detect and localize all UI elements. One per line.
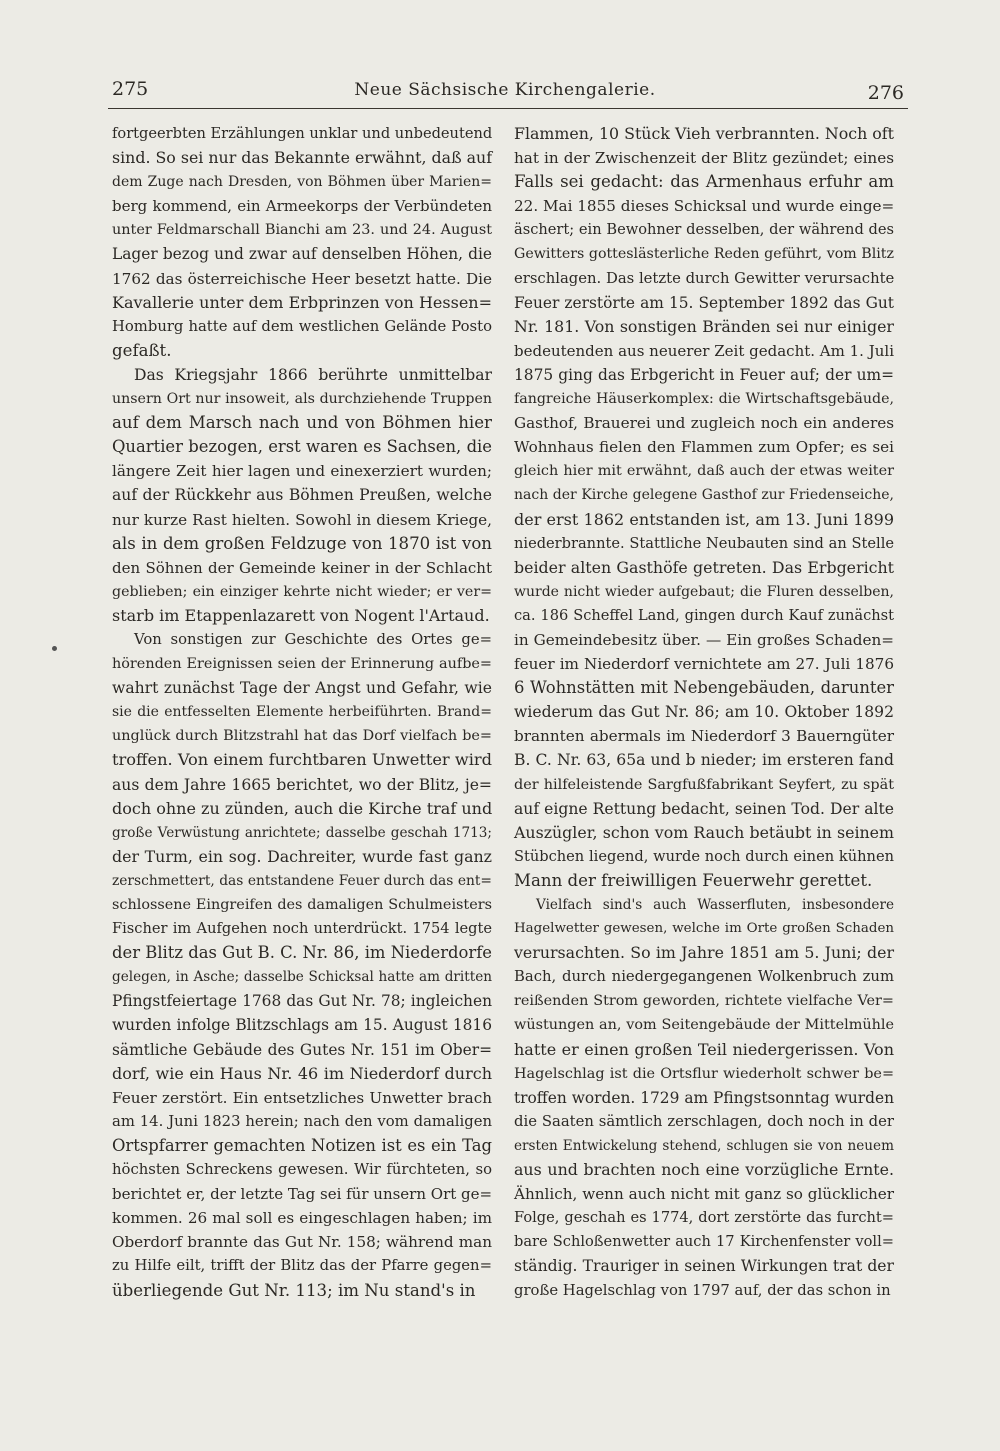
text-line: hat in der Zwischenzeit der Blitz gezündet; eines xyxy=(514,149,894,168)
text-line: verursachten. So im Jahre 1851 am 5. Juni; der xyxy=(514,943,894,963)
text-line: ca. 186 Scheffel Land, gingen durch Kauf zunächst xyxy=(514,606,894,624)
margin-mark xyxy=(52,646,57,651)
text-line: unsern Ort nur insoweit, als durchziehende Truppen xyxy=(112,391,492,408)
text-line: aus und brachten noch eine vorzügliche Ernte. xyxy=(514,1160,894,1180)
text-line: Ortspfarrer gemachten Notizen ist es ein Tag xyxy=(112,1135,492,1155)
text-line: wiederum das Gut Nr. 86; am 10. Oktober 1892 xyxy=(514,703,894,722)
text-line: zu Hilfe eilt, trifft der Blitz das der Pfarre gegen= xyxy=(112,1257,492,1275)
text-line: Feuer zerstörte am 15. September 1892 das Gut xyxy=(514,293,894,312)
text-line: Oberdorf brannte das Gut Nr. 158; während man xyxy=(112,1233,492,1252)
text-line: überliegende Gut Nr. 113; im Nu stand's in xyxy=(112,1280,476,1300)
text-line: bare Schloßenwetter auch 17 Kirchenfenster voll= xyxy=(514,1233,894,1251)
text-line: am 14. Juni 1823 herein; nach den vom damaligen xyxy=(112,1112,492,1130)
text-line: große Hagelschlag von 1797 auf, der das schon in xyxy=(514,1281,891,1299)
text-line: ersten Entwickelung stehend, schlugen sie von neuem xyxy=(514,1137,894,1154)
text-line: der hilfeleistende Sargfußfabrikant Seyfert, zu spät xyxy=(514,776,894,793)
text-line: Folge, geschah es 1774, dort zerstörte das furcht= xyxy=(514,1209,894,1227)
text-line: berg kommend, ein Armeekorps der Verbündeten xyxy=(112,197,492,216)
text-line: Quartier bezogen, erst waren es Sachsen, die xyxy=(112,437,492,457)
right-column xyxy=(514,122,894,1303)
text-line: reißenden Strom geworden, richtete vielfache Ver= xyxy=(514,993,894,1010)
text-line: beider alten Gasthöfe getreten. Das Erbgericht xyxy=(514,557,894,577)
text-line: Stübchen liegend, wurde noch durch einen kühnen xyxy=(514,847,894,865)
text-line: troffen. Von einem furchtbaren Unwetter wird xyxy=(112,750,492,770)
text-line: Von sonstigen zur Geschichte des Ortes ge= xyxy=(134,630,492,648)
text-line: auf der Rückkehr aus Böhmen Preußen, welche xyxy=(112,486,492,505)
header-rule xyxy=(108,108,908,109)
text-line: unter Feldmarschall Bianchi am 23. und 24. August xyxy=(112,222,492,239)
text-line: dem Zuge nach Dresden, von Böhmen über Marien= xyxy=(112,174,492,191)
text-line: Wohnhaus fielen den Flammen zum Opfer; es sei xyxy=(514,438,894,457)
text-line: Ähnlich, wenn auch nicht mit ganz so glücklicher xyxy=(514,1185,895,1204)
text-line: ständig. Trauriger in seinen Wirkungen trat der xyxy=(514,1257,894,1276)
text-line: bedeutenden aus neuerer Zeit gedacht. Am 1. Juli xyxy=(514,341,894,360)
text-line: große Verwüstung anrichtete; dasselbe geschah 1713; xyxy=(112,824,492,841)
text-line: hörenden Ereignissen seien der Erinnerung aufbe= xyxy=(112,656,492,673)
text-line: Hagelwetter gewesen, welche im Orte großen Schaden xyxy=(514,921,894,937)
text-line: Vielfach sind's auch Wasserfluten, insbesondere xyxy=(536,897,894,913)
text-line: kommen. 26 mal soll es eingeschlagen haben; im xyxy=(112,1209,492,1228)
text-line: den Söhnen der Gemeinde keiner in der Schlacht xyxy=(112,558,492,577)
text-line: Nr. 181. Von sonstigen Bränden sei nur einiger xyxy=(514,316,894,336)
text-line: troffen worden. 1729 am Pfingstsonntag wurden xyxy=(514,1088,894,1107)
page-header xyxy=(100,78,910,108)
text-line: der Blitz das Gut B. C. Nr. 86, im Niederdorfe xyxy=(112,943,492,963)
text-line: unglück durch Blitzstrahl hat das Dorf vielfach be= xyxy=(112,728,492,745)
text-line: doch ohne zu zünden, auch die Kirche traf und xyxy=(112,798,493,818)
text-line: äschert; ein Bewohner desselben, der während des xyxy=(514,221,894,239)
text-line: auf eigne Rettung bedacht, seinen Tod. Der alte xyxy=(514,799,894,818)
text-line: sämtliche Gebäude des Gutes Nr. 151 im Ober= xyxy=(112,1040,492,1059)
text-line: feuer im Niederdorf vernichtete am 27. Juli 1876 xyxy=(514,655,894,674)
text-line: gleich hier mit erwähnt, daß auch der etwas weiter xyxy=(514,463,894,480)
text-line: Kavallerie unter dem Erbprinzen von Hessen= xyxy=(112,292,492,312)
text-line: Gewitters gotteslästerliche Reden geführt, vom Blitz xyxy=(514,246,894,263)
text-line: Fischer im Aufgehen noch unterdrückt. 1754 legte xyxy=(112,920,492,938)
text-line: dorf, wie ein Haus Nr. 46 im Niederdorf durch xyxy=(112,1063,492,1083)
text-line: Lager bezog und zwar auf denselben Höhen, die xyxy=(112,245,492,264)
text-line: wurde nicht wieder aufgebaut; die Fluren desselben, xyxy=(514,583,894,600)
text-line: Das Kriegsjahr 1866 berührte unmittelbar xyxy=(134,365,492,384)
text-line: zerschmettert, das entstandene Feuer durch das ent= xyxy=(112,872,492,889)
text-line: als in dem großen Feldzuge von 1870 ist von xyxy=(112,533,492,553)
text-line: B. C. Nr. 63, 65a und b nieder; im ersteren fand xyxy=(514,751,894,770)
text-line: fangreiche Häuserkomplex: die Wirtschaftsgebäude, xyxy=(514,391,894,408)
text-line: gelegen, in Asche; dasselbe Schicksal hatte am dritten xyxy=(112,969,492,986)
text-line: schlossene Eingreifen des damaligen Schulmeisters xyxy=(112,897,492,913)
text-line: gefaßt. xyxy=(112,340,172,360)
text-line: Bach, durch niedergegangenen Wolkenbruch zum xyxy=(514,968,894,986)
text-line: auf dem Marsch nach und von Böhmen hier xyxy=(112,413,492,433)
text-line: geblieben; ein einziger kehrte nicht wieder; er ver= xyxy=(112,583,492,600)
text-line: hatte er einen großen Teil niedergerissen. Von xyxy=(514,1039,894,1059)
text-line: wüstungen an, vom Seitengebäude der Mittelmühle xyxy=(514,1017,894,1034)
text-line: Hagelschlag ist die Ortsflur wiederholt schwer be= xyxy=(514,1065,894,1082)
text-line: Mann der freiwilligen Feuerwehr gerettet. xyxy=(514,870,873,890)
text-line: höchsten Schreckens gewesen. Wir fürchteten, so xyxy=(112,1161,492,1179)
text-line: nach der Kirche gelegene Gasthof zur Friedenseiche, xyxy=(514,487,894,504)
text-line: brannten abermals im Niederdorf 3 Bauerngüter xyxy=(514,727,894,746)
text-line: der Turm, ein sog. Dachreiter, wurde fast ganz xyxy=(112,846,492,866)
text-line: erschlagen. Das letzte durch Gewitter verursachte xyxy=(514,269,895,287)
text-line: wahrt zunächst Tage der Angst und Gefahr, wie xyxy=(112,679,492,698)
text-line: Feuer zerstört. Ein entsetzliches Unwetter brach xyxy=(112,1088,492,1107)
text-line: berichtet er, der letzte Tag sei für unsern Ort ge= xyxy=(112,1185,493,1204)
text-line: fortgeerbten Erzählungen unklar und unbedeutend xyxy=(112,125,493,142)
text-line: 1762 das österreichische Heer besetzt hatte. Die xyxy=(112,269,492,288)
text-line: Homburg hatte auf dem westlichen Gelände Posto xyxy=(112,317,492,335)
text-line: 1875 ging das Erbgericht in Feuer auf; der um= xyxy=(514,365,894,384)
text-line: wurden infolge Blitzschlags am 15. August 1816 xyxy=(112,1016,492,1035)
text-line: längere Zeit hier lagen und einexerziert wurden; xyxy=(112,462,492,481)
text-line: aus dem Jahre 1665 berichtet, wo der Blitz, je= xyxy=(112,775,492,794)
text-line: starb im Etappenlazarett von Nogent l'Artaud. xyxy=(112,605,490,625)
text-line: in Gemeindebesitz über. — Ein großes Schaden= xyxy=(514,630,894,649)
text-line: die Saaten sämtlich zerschlagen, doch noch in der xyxy=(514,1112,894,1130)
text-line: Pfingstfeiertage 1768 das Gut Nr. 78; ingleichen xyxy=(112,992,492,1011)
text-line: der erst 1862 entstanden ist, am 13. Juni 1899 xyxy=(514,509,894,529)
text-line: Falls sei gedacht: das Armenhaus erfuhr am xyxy=(514,172,894,192)
text-line: niederbrannte. Stattliche Neubauten sind an Stelle xyxy=(514,534,894,552)
text-line: 6 Wohnstätten mit Nebengebäuden, darunter xyxy=(514,678,894,698)
page-number-left: 275 xyxy=(112,78,149,100)
text-line: Flammen, 10 Stück Vieh verbrannten. Noch oft xyxy=(514,124,894,143)
text-line: Auszügler, schon vom Rauch betäubt in seinem xyxy=(514,822,894,842)
page-number-right: 276 xyxy=(867,82,904,104)
text-line: nur kurze Rast hielten. Sowohl in diesem Kriege, xyxy=(112,510,492,529)
text-line: Gasthof, Brauerei und zugleich noch ein anderes xyxy=(514,414,894,433)
left-column xyxy=(112,122,492,1303)
text-line: sind. So sei nur das Bekannte erwähnt, daß auf xyxy=(112,148,493,168)
text-line: sie die entfesselten Elemente herbeiführten. Brand= xyxy=(112,704,492,721)
running-title: Neue Sächsische Kirchengalerie. xyxy=(354,80,656,100)
text-line: 22. Mai 1855 dieses Schicksal und wurde einge= xyxy=(514,197,895,216)
